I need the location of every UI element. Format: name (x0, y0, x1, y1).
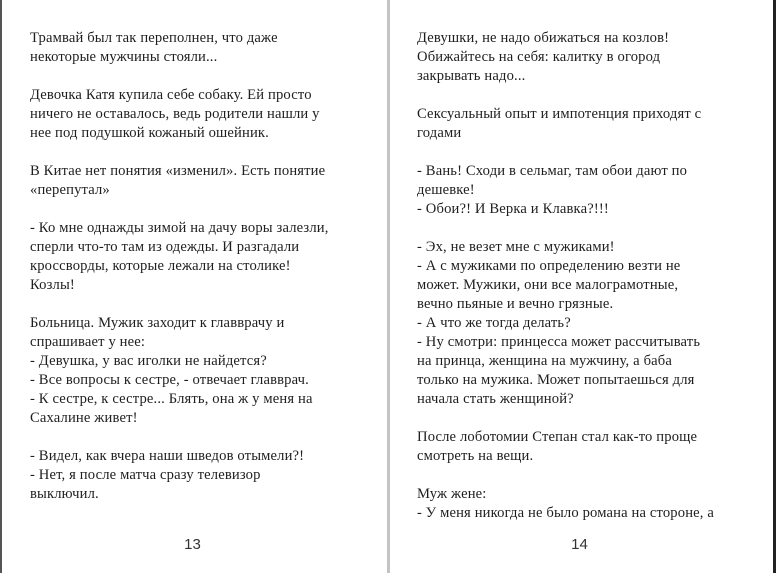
text-line: только на мужика. Может попытаешься для (417, 372, 695, 388)
paragraph-gap (30, 143, 365, 162)
text-line: может. Мужики, они все малограмотные, (417, 277, 679, 293)
text-line: Обижайтесь на себя: калитку в огород (417, 49, 661, 65)
text-line: ничего не оставалось, ведь родители нашли у (30, 106, 320, 122)
text-line: В Китае нет понятия «изменил». Есть понятие (30, 163, 326, 179)
text-line: смотреть на вещи. (417, 448, 534, 464)
text-line: выключил. (30, 486, 99, 502)
right-page (390, 0, 773, 573)
text-line: сперли что-то там из одежды. И разгадали (30, 239, 300, 255)
text-line: закрывать надо... (417, 68, 526, 84)
text-line: - Все вопросы к сестре, - отвечает главврач. (30, 372, 309, 388)
paragraph-gap (30, 67, 365, 86)
text-line: Муж жене: (417, 486, 487, 502)
paragraph-gap (417, 409, 762, 428)
text-line: - Вань! Сходи в сельмаг, там обои дают по (417, 163, 688, 179)
text-line: начала стать женщиной? (417, 391, 574, 407)
text-line: - А что же тогда делать? (417, 315, 571, 331)
paragraph-gap (30, 428, 365, 447)
text-line: нее под подушкой кожаный ошейник. (30, 125, 269, 141)
text-line: После лоботомии Степан стал как-то проще (417, 429, 698, 445)
text-line: «перепутал» (30, 182, 110, 198)
text-line: - Ко мне однажды зимой на дачу воры залезли, (30, 220, 329, 236)
text-line: - Девушка, у вас иголки не найдется? (30, 353, 267, 369)
paragraph-gap (417, 86, 762, 105)
text-line: Козлы! (30, 277, 75, 293)
left-page (2, 0, 387, 573)
paragraph-gap (30, 200, 365, 219)
text-line: - А с мужиками по определению везти не (417, 258, 681, 274)
text-line: Трамвай был так переполнен, что даже (30, 30, 278, 46)
text-line: - Обои?! И Верка и Клавка?!!! (417, 201, 609, 217)
paragraph-gap (30, 295, 365, 314)
text-line: Сексуальный опыт и импотенция приходят с (417, 106, 702, 122)
text-line: кроссворды, которые лежали на столике! (30, 258, 291, 274)
text-line: на принца, женщина на мужчину, а баба (417, 353, 672, 369)
text-line: - К сестре, к сестре... Блять, она ж у меня на (30, 391, 313, 407)
right-page-text (417, 29, 762, 523)
paragraph-gap (417, 466, 762, 485)
text-line: вечно пьяные и вечно грязные. (417, 296, 614, 312)
text-line: - У меня никогда не было романа на стороне, а (417, 505, 715, 521)
text-line: годами (417, 125, 462, 141)
text-line: - Эх, не везет мне с мужиками! (417, 239, 615, 255)
page-number: 13 (184, 536, 201, 553)
text-line: Больница. Мужик заходит к главврачу и (30, 315, 285, 331)
left-page-text (30, 29, 365, 504)
text-line: Девочка Катя купила себе собаку. Ей просто (30, 87, 312, 103)
text-line: дешевке! (417, 182, 475, 198)
text-line: Сахалине живет! (30, 410, 138, 426)
text-line: некоторые мужчины стояли... (30, 49, 218, 65)
text-line: - Нет, я после матча сразу телевизор (30, 467, 261, 483)
text-line: Девушки, не надо обижаться на козлов! (417, 30, 670, 46)
page-number: 14 (571, 536, 588, 553)
text-line: - Видел, как вчера наши шведов отымели?! (30, 448, 305, 464)
text-line: - Ну смотри: принцесса может рассчитывать (417, 334, 701, 350)
text-line: спрашивает у нее: (30, 334, 146, 350)
paragraph-gap (417, 219, 762, 238)
paragraph-gap (417, 143, 762, 162)
